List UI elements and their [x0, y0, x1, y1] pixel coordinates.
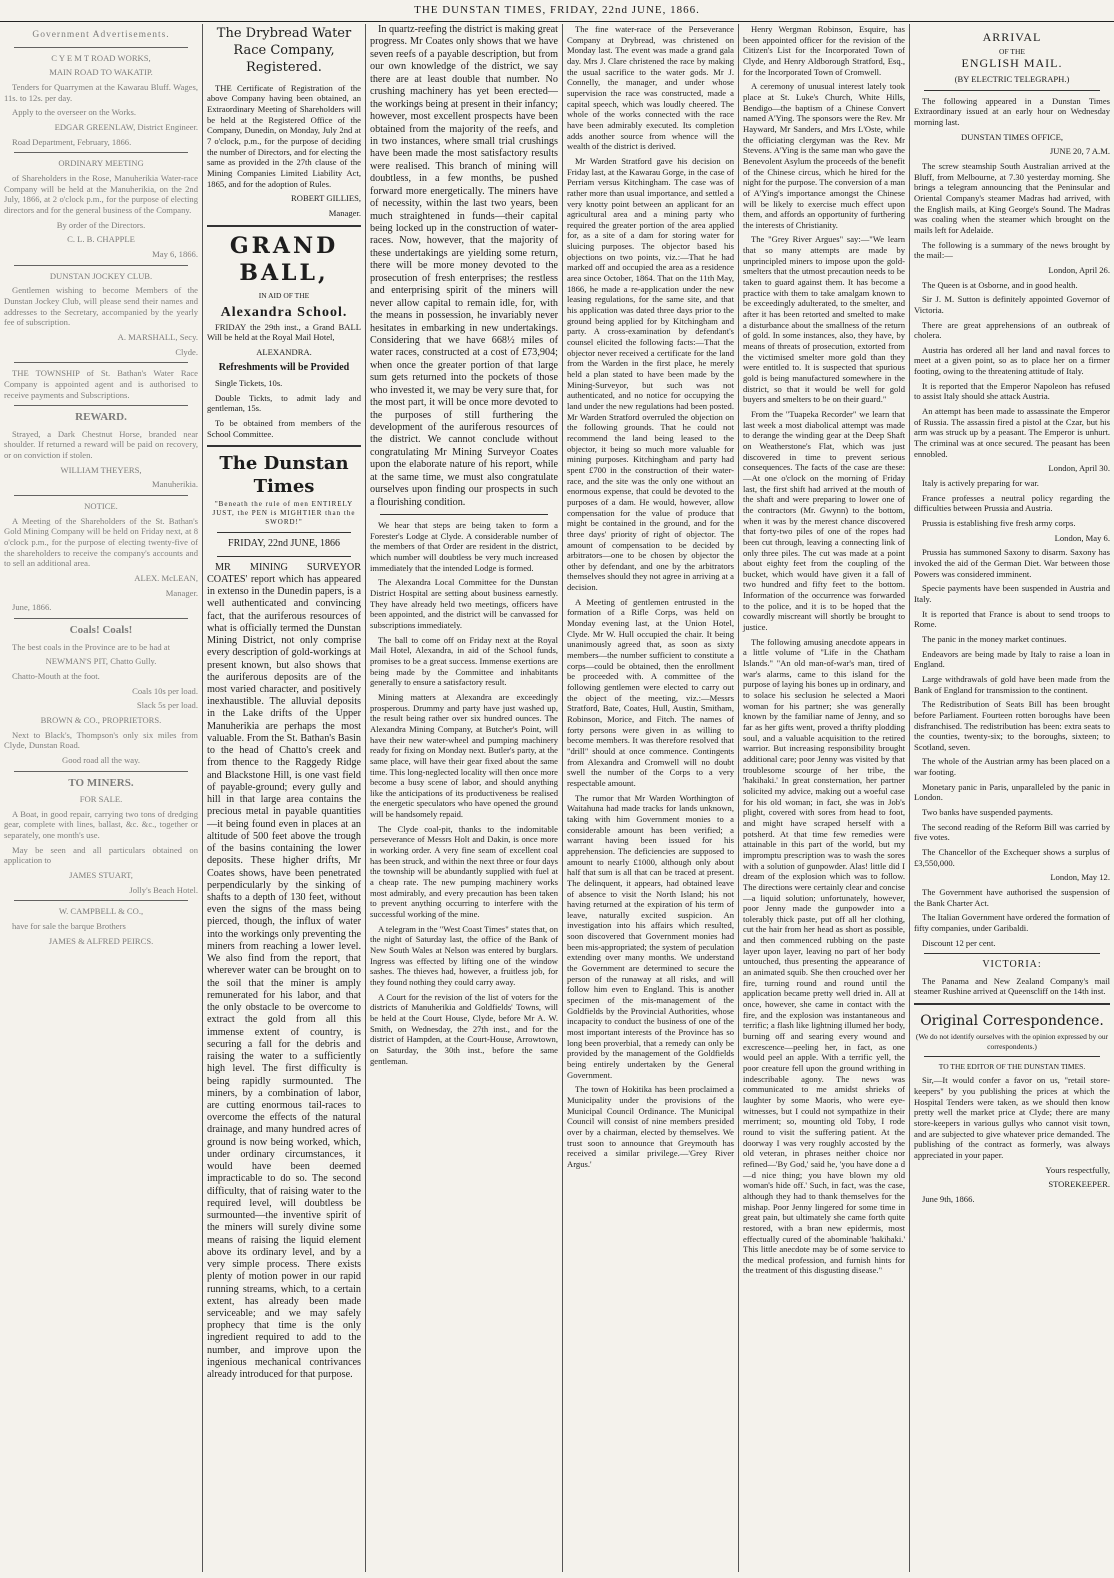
news-item: Endeavors are being made by Italy to raise a loan in England. [914, 648, 1110, 670]
quartz-reefing-article: In quartz-reefing the district is making great progress. Mr Coates only shows that we have seven reefs of a payable description, but from our own knowledge of the district, we say there are at least double that number. No crushing machinery has yet been erected—the workings being at present in their infancy; however, most excellent prospects have been obtained from the majority of the reefs, and in two instances, where small trial crushings have been made the most satisfactory results were realised. This branch of mining will doubtless, in a few months, be pushed forward more energetically. The miners have of necessity, within the last two years, been much straightened in funds—their capital being locked up in the construction of water-races. Now, however, that the majority of these undertakings are yielding some return, there will be more money devoted to the prosecution of fresh enterprises; the restless and enterprising spirit of the miners will never allow capital to remain idle, for, with the means in possession, he invariably never hesitates in embarking in new undertakings. Considering that we have 668½ miles of water races, constructed at a cost of £73,904; when once the greater portion of that large sum gets returned into the pockets of those who invested it, we may be very sure that, for the most part, it will be once more devoted to the purposes of still furthering the development of the auriferous resources of the district. We cannot conclude without congratulating Mr Mining Surveyor Coates upon the elaborate nature of his report, while at the same time, we must also congratulate ourselves upon finding our prospects in such a flourishing condition. [370, 24, 558, 508]
column-two [203, 24, 365, 1572]
news-item: Prussia is establishing five fresh army corps. [922, 518, 1076, 529]
paper-title: The Dunstan Times [219, 453, 349, 497]
mclean-name: ALEX. McLEAN, [134, 573, 198, 584]
dateline: FRIDAY, 22nd JUNE, 1866 [228, 538, 340, 550]
road-works-heading: C Y E M T ROAD WORKS, [51, 52, 151, 63]
gov-ads-heading: Government Advertisements. [32, 30, 170, 40]
arrival-heading: ARRIVAL [982, 30, 1042, 44]
in-aid-text: IN AID OF THE [258, 291, 310, 301]
chapple-name: C. L. B. CHAPPLE [67, 234, 135, 245]
road-dept: Road Department, February, 1866. [12, 136, 132, 147]
theyers-name: WILLIAM THEYERS, [60, 464, 142, 475]
refreshments-text: Refreshments will be Provided [218, 361, 350, 373]
meeting-body: of Shareholders in the Rose, Manuherikia Water-race Company will be held at the Manuherikia, on the 2nd July, 1866, at 2 o'clock p.m., for the purpose of electing directors and for the general business of the Company. [4, 173, 198, 215]
paper-motto: "Beneath the rule of men ENTIRELY JUST, the PEN is MIGHTIER than the SWORD!" [212, 500, 356, 527]
chatham-anecdote-item: The following amusing anecdote appears in a little volume of "Life in the Chatham Islands." "An old man-of-war's man, tired of war's alarms, came to this island for the purpose of laying his bones up in ordinary, and to solace his seclusion he selected a Maori woman for his partner; she was generally known by the familiar name of Jenny, and so far as her gifts went, proved a thrifty plodding soul, and a valuable acquisition to the retired warrior. But increasing responsibility brought additional care; poor Jenny was visited by that troublesome scourge of her tribe, the 'hakihaki.' In great consternation, her partner solicited my advice, making out a woeful case for his old woman; in fact, she was in Job's plight, covered with sores from head to foot, and might have scraped herself with a potsherd. At that time few remedies were attainable in this part of the world, but my impromptu prescription was to wash the sores with a solution of gunpowder. Alas! little did I dream of the explosion which was to follow. The directions were certainly clear and concise—a liquid solution; unfortunately, however, poor Jenny made the gunpowder into a tolerably thick paste, put off all her clothing, cut the hair from her head as short as possible, and then commenced rubbing on the paste layer upon layer, leaving no part of her body untouched, thus presenting the appearance of an animated squib. She then crouched over her fire, turning round and round until the application became pretty well dried in. All at once, however, she came in contact with the fire, and the explosion was instantaneous and terrific; a flash like lightning illumed her body, burning off and searing every wound and excrescence—peeling her, in fact, as one would peel an apple. With a terrific yell, the poor creature fell upon the ground writhing in indescribable agony. The news was communicated to me amidst shrieks of laughter by some Maoris, who were eye-witnesses, but I could not sympathize in their merriment; so, mounting old Toby, I rode round to visit the suffering patient. At the doorway I was very roughly accosted by the old veteran, in phrases neither choice nor refined—'By God,' said he, 'you have done a d—d nice thing; you have blown my old woman's hide off.' Such, in fact, was the case, although they had to thank themselves for the mishap. Poor Jenny lingered for some time in great pain, but ultimately she came forth quite restored, with a bran new epidermis, most effectually cured of the abominable 'hakihaki.' This little anecdote may be of some service to the medical profession, and furnish hints for the treatment of this disgusting disease." [743, 636, 905, 1276]
coals-body: The best coals in the Province are to be had at [12, 641, 170, 652]
grand-ball-title: GRAND BALL, [229, 232, 339, 286]
letter-body: Sir,—It would confer a favor on us, "retail store-keepers" by you publishing the prices at which the Hospital Tenders were taken, as we should then know pretty well the market price at Clyde; there are many store-keepers in various gullys who cannot visit town, and are subjected to give whatever price demanded. The publishing of the contract as formerly, was always appreciated in your paper. [914, 1075, 1110, 1160]
notice-date: June, 1866. [12, 602, 52, 613]
peircs-name: JAMES & ALFRED PEIRCS. [48, 935, 154, 946]
perseverance-race-item: The fine water-race of the Perseverance Company at Drybread, was christened on Monday last. The event was made a grand gala day. Mrs J. Clare christened the race by making the usual sacrifice to the water gods. Mr J. Connelly, the manager, and under whose supervision the race was constructed, made a capital speech, which was loudly cheered. The whole of the works connected with the race have been admirably executed. Its completion adds another source from whence will the wealth of the district is derived. [567, 24, 734, 152]
office-line: DUNSTAN TIMES OFFICE, [960, 131, 1064, 142]
water-race-title: The Drybread Water Race Company, Registered. [216, 26, 352, 75]
mclean-role: Manager. [165, 587, 198, 598]
column-five [739, 24, 909, 1572]
double-ticket: Double Tickts, to admit lady and gentleman, 15s. [207, 392, 361, 414]
telegraph-subheading: (BY ELECTRIC TELEGRAPH.) [954, 74, 1070, 85]
news-item: Italy is actively preparing for war. [922, 478, 1039, 489]
news-item: The Italian Government have ordered the formation of fifty companies, under Garibaldi. [914, 912, 1110, 934]
robinson-appointment-item: Henry Wergman Robinson, Esquire, has been appointed officer for the revision of the Citizen's List for the Incorporated Town of Clyde, and Henry Aldborough Stratford, Esq., for the Incorporated Town of Cromwell. [743, 24, 905, 77]
mail-p2: The following is a summary of the news brought by the mail:— [914, 239, 1110, 261]
jockey-heading: DUNSTAN JOCKEY CLUB. [49, 270, 153, 281]
coals-heading: Coals! Coals! [69, 623, 133, 636]
pit-location: Chatto-Mouth at the foot. [12, 670, 100, 681]
wakatip-body: Tenders for Quarrymen at the Kawarau Bluff. Wages, 11s. to 12s. per day. [4, 82, 198, 103]
news-item: The Chancellor of the Exchequer shows a surplus of £3,550,000. [914, 847, 1110, 868]
column-four [563, 24, 738, 1572]
stuart-name: JAMES STUART, [69, 870, 133, 881]
dateline-may-12: London, May 12. [1050, 872, 1110, 883]
meeting-heading: ORDINARY MEETING [58, 158, 144, 169]
news-item: It is reported that France is about to send troops to Rome. [914, 608, 1110, 630]
single-ticket: Single Tickets, 10s. [215, 378, 283, 389]
pit-proprietors: BROWN & CO., PROPRIETORS. [40, 714, 162, 725]
news-item: Large withdrawals of gold have been made from the Bank of England for transmission to the continent. [914, 673, 1110, 695]
wakatip-heading: MAIN ROAD TO WAKATIP. [49, 67, 153, 78]
news-item: Austria has ordered all her land and naval forces to meet at a given point, so as to place her on a firmer footing, owing to the threatening attitude of Italy. [914, 344, 1110, 377]
gillies-name: ROBERT GILLIES, [291, 193, 361, 204]
news-item: The whole of the Austrian army has been placed on a war footing. [914, 756, 1110, 778]
letter-signature: STOREKEEPER. [1048, 1179, 1110, 1190]
pit-road: Good road all the way. [62, 754, 140, 765]
column-advertisements [0, 24, 202, 1572]
notice-heading: NOTICE. [84, 501, 118, 512]
stuart-hotel: Jolly's Beach Hotel. [129, 884, 198, 895]
sale-seen: May be seen and all particulars obtained on application to [4, 844, 198, 866]
mail-intro: The following appeared in a Dunstan Times Extraordinary issued at an early hour on Wednesday morning last. [914, 95, 1110, 128]
tuapeka-item: From the "Tuapeka Recorder" we learn that last week a most diabolical attempt was made to derange the winding gear at the Deep Shaft on Weatherstone's Flat, which was just discovered in time to prevent serious consequences. The facts of the case are these:—At one o'clock on the morning of Friday last, the first shift had arrived at the mouth of the shaft and were preparing to lower one of the contractors (Mr. Gwynn) to the bottom, when it was by the merest chance discovered that forty-two piles of one of the ropes had been cut through, leaving a connecting link of only three piles. The cut was made at a point about eighty feet from the coupling of the bucket, which would have given it a fall of two hundred and fifty feet to the bottom. Information of the occurrence was forwarded to the police, and it is to be hoped that the cowardly miscreant will shortly be brought to justice. [743, 408, 905, 633]
voters-court-item: A Court for the revision of the list of voters for the districts of Manuherikia and Goldfields' Towns, will be held at the Court House, Clyde, before Mr A. W. Smith, on Wednesday, the 27th inst., and for the district of Hampden, at the Court-House, Arrowtown, on Saturday, the 30th inst., before the same gentleman. [370, 991, 558, 1066]
forester-lodge-item: We hear that steps are being taken to form a Forester's Lodge at Clyde. A considerable number of the members of that Order are resident in the district, which number will doubtless be very much increased immediately that the intended Lodge is formed. [370, 520, 558, 573]
news-item: The second reading of the Reform Bill was carried by five votes. [914, 821, 1110, 843]
hospital-committee-item: The Alexandra Local Committee for the Dunstan District Hospital are setting about business earnestly. They have already held two meetings, officers have been appointed, and the district will be canvassed for subscriptions immediately. [370, 577, 558, 630]
news-item: There are great apprehensions of an outbreak of cholera. [914, 319, 1110, 341]
news-item: France professes a neutral policy regarding the difficulties between Prussia and Austria. [914, 492, 1110, 514]
english-mail-heading: ENGLISH MAIL. [961, 56, 1063, 71]
coal-price: Coals 10s per load. [132, 685, 198, 696]
miners-heading: TO MINERS. [68, 776, 134, 789]
warden-decision-item: Mr Warden Stratford gave his decision on Friday last, at the Kawarau Gorge, in the case of Perriam versus Kitchingham. The case was of rather more than usual importance, and settled a very knotty point between an applicant for an agricultural area and a mining party who required the greater portion of the area applied for, as a site of a dam for storing water for sluicing purposes. The objector based his objections on two points, viz.:—That he had marked off and occupied the area as a residence area since October, 1864. That on the 11th May, 1866, he made a re-application under the new leasing regulations, for the same site, and that his application was dated three days prior to the ground being applied for by Kitchingham and party. A cross-examination by defendant's counsel elicited the following facts:—That the objector never received a certificate for the land from the Warden in the first place, he merely held a plan stated to have been made by the Mining-Surveyor, but such was not authenticated, and no notice for occupying the land under the new regulations had been posted. Mr Warden Stratford overruled the objection on the following grounds. That he could not recommend the land being leased to the objector, it being so much more valuable for mining purposes. Kitchingham and party had spent £700 in the construction of their water-race, and the site was the only one without an enormous expense, that could be devoted to the purposes of a dam. He would, however, allow compensation for the value of produce that might be contained in the ground, and for the three days' priority of right of objector. The amount of compensation to be decided by arbitrators—one to be chosen by objector the other by defendant, and one by the arbitrators themselves should they not agree in arriving at a decision. [567, 155, 734, 593]
theyers-place: Manuherikia. [151, 479, 198, 490]
coal-pit-item: The Clyde coal-pit, thanks to the indomitable perseverance of Messrs Holt and Dakin, is once more in working order. A very fine seam of excellent coal has been struck, and within the next three or four days the township will be abundantly supplied with fuel at a cheap rate. The new pumping machinery works most admirably, and every precaution has been taken to prevent anything occurring to interfere with the successful working of the mine. [370, 823, 558, 920]
mail-p1: The screw steamship South Australian arrived at the Bluff, from Melbourne, at 7.30 yesterday morning. She brings a telegram announcing that the Peninsular and Oriental Company's steamer Madras had arrived, with the English mails, at King George's Sound. The Madras was coaling when the steamer which brought on the mails left for Adelaide. [914, 160, 1110, 235]
dateline-may-6: London, May 6. [1054, 532, 1110, 543]
news-item: Prussia has summoned Saxony to disarm. Saxony has invoked the aid of the German Diet. War between those Powers was considered imminent. [914, 547, 1110, 579]
sale-body: A Boat, in good repair, carrying two tons of dredging gear, complete with lines, ballast, &c. &c., together or separately, one month's use. [4, 808, 198, 841]
hokitika-item: The town of Hokitika has been proclaimed a Municipality under the provisions of the Municipal Council Ordinance. The Municipal Council will consist of nine members presided over by a chairman, elected by themselves. We trust soon to announce that Greymouth has received a similar privilege.—'Grey River Argus.' [567, 1084, 734, 1169]
rifle-corps-item: A Meeting of gentlemen entrusted in the formation of a Rifle Corps, was held on Monday evening last, at the Union Hotel, Clyde. Mr W. Hull occupied the chair. It being unanimously agreed that, as soon as sixty members—the number sufficient to constitute a corps—could be obtained, then the enrollment be proceeded with. A committee of the following gentlemen were elected to carry out the object of the meeting, viz.:—Messrs Stratford, Bate, Coates, Hull, Austin, Smitham, Robinson, Morice, and Fitch. The names of forty persons were given in as willing to become members. It was therefore resolved that "drill" should at once commence. Contingents from Alexandra and Cromwell will no doubt swell the number of the Corps to a very respectable amount. [567, 596, 734, 788]
water-race-body: THE Certificate of Registration of the above Company having been obtained, an Extraordinary Meeting of Shareholders will be held at the Registered Office of the Company, Dunedin, on Monday, July 2nd at 7 o'clock, p.m., for the purpose of deciding the number of Directors, and for electing the same as provided in the 27th clause of the Mining Companies Limited Liability Act, 1865, and for the adoption of Rules. [207, 82, 361, 189]
news-item: Discount 12 per cent. [922, 937, 996, 948]
column-six [910, 24, 1114, 1572]
letter-closing: Yours respectfully, [1045, 1164, 1110, 1175]
engineer-name: EDGAR GREENLAW, District Engineer. [54, 122, 198, 133]
pit-name: NEWMAN'S PIT, Chatto Gully. [45, 656, 157, 667]
news-item: It is reported that the Emperor Napoleon has refused to assist Italy should she attack Austria. [914, 380, 1110, 402]
news-item: The Panama and New Zealand Company's mail steamer Rushine arrived at Queenscliff on the 14th inst. [914, 975, 1110, 997]
dateline-april-26: London, April 26. [1048, 264, 1110, 275]
news-item: Specie payments have been suspended in Austria and Italy. [914, 583, 1110, 604]
office-date: JUNE 20, 7 A.M. [1049, 146, 1110, 157]
letter-date: June 9th, 1866. [922, 1193, 975, 1204]
nelson-burglary-item: A telegram in the "West Coast Times" states that, on the night of Saturday last, the office of the Bank of New South Wales at Nelson was entered by burglars. Ingress was effected by lifting one of the window sashes. The thieves had, however, a fruitless job, for they found nothing they could carry away. [370, 923, 558, 987]
ball-item: The ball to come off on Friday next at the Royal Mail Hotel, Alexandra, in aid of the School funds, promises to be a great success. Immense exertions are being made by the Committee and inhabitants generally to ensure a satisfactory result. [370, 634, 558, 688]
tickets-obtained: To be obtained from members of the School Committee. [207, 418, 361, 439]
campbell-name: W. CAMPBELL & CO., [58, 906, 144, 917]
ball-body: FRIDAY the 29th inst., a Grand BALL Will be held at the Royal Mail Hotel, [207, 321, 361, 343]
marshall-place: Clyde. [175, 346, 198, 357]
slack-price: Slack 5s per load. [136, 700, 198, 711]
victoria-heading: VICTORIA: [982, 959, 1042, 971]
news-item: An attempt has been made to assassinate the Emperor of Russia. The assassin fired a pistol at the Czar, but his arm was struck up by a peasant. The Emperor is unhurt. The criminal was at once secured. The peasant has been ennobled. [914, 406, 1110, 459]
news-item: The Government have authorised the suspension of the Bank Charter Act. [914, 887, 1110, 908]
grey-river-item: The "Grey River Argues" say:—"We learn that so many attempts are made by unprincipled miners to impose upon the gold-smelters that the utmost precaution needs to be taken to guard against them. It has become a practice with them to take amalgam known to be exceedingly adulterated, to the smelter, and after it has been retorted and smelted to make a disturbance about the smallness of the return of gold. In some instances, also, they have, by means of threats of prosecution, extorted from the victimised smelter more gold than they were entitled to. It is suspected that spurious gold is being manufactured somewhere in the district, so that it would be well for gold buyers and smelters to be on their guard." [743, 234, 905, 405]
chapple-date: May 6, 1866. [152, 248, 198, 259]
marshall-name: A. MARSHALL, Secy. [117, 331, 198, 342]
jockey-body: Gentlemen wishing to become Members of the Dunstan Jockey Club, will please send their names and addresses to the Secretary, accompanied by the yearly fee of subscription. [4, 285, 198, 328]
bathans-notice: THE TOWNSHIP of St. Bathan's Water Race Company is appointed agent and is authorised to receive payments and Subscriptions. [4, 368, 198, 400]
apply-text: Apply to the overseer on the Works. [12, 107, 136, 118]
dateline-april-30: London, April 30. [1048, 463, 1110, 474]
correspondence-heading: Original Correspondence. [920, 1013, 1104, 1030]
correspondence-disclaimer: (We do not identify ourselves with the opinion expressed by our correspondents.) [915, 1032, 1109, 1051]
reward-heading: REWARD. [75, 411, 127, 424]
column-three [366, 24, 562, 1572]
news-item: The Redistribution of Seats Bill has been brought before Parliament. Fourteen rotten boroughs have been disfranchised. The redistribution has been: extra seats to the counties, twenty-six; to the boroughs, sixteen; to Scotland, seven. [914, 699, 1110, 752]
gillies-role: Manager. [328, 207, 361, 218]
warden-worthington-item: The rumor that Mr Warden Worthington of Waitahuna had made tracks for lands unknown, taking with him Government monies to a considerable amount has been verified; a warrant having been issued for his apprehension. The deficiencies are supposed to amount to nearly £1000, although only about half that sum is all that can be traced at present. The delinquent, it appears, had obtained leave of absence to visit the North Island; his not having returned at the expiration of his term of leave, naturally excited suspicion. An investigation into his affairs which resulted, soon discovered that Government monies had been mis-appropriated; the system of peculation extending over many months. We understand the Government are determined to secure the person of the runaway at all risks, and will follow him even to England. This is another specimen of the mis-management of the Goldfields by the Provincial Authorities, whose incapacity to conduct the business of one of the most important interests of the Province has so long been proverbial, that a remedy can only be provided by the management of the Goldfields being entirely undertaken by the General Government. [567, 792, 734, 1080]
barque-text: have for sale the barque Brothers [12, 921, 126, 932]
news-item: The panic in the money market continues. [922, 633, 1067, 644]
ball-location: ALEXANDRA. [256, 347, 312, 358]
masthead: THE DUNSTAN TIMES, FRIDAY, 22nd JUNE, 1866. [0, 4, 1114, 22]
reward-body: Strayed, a Dark Chestnut Horse, branded near shoulder. If returned a reward will be paid on recovery, or on conviction if stolen. [4, 428, 198, 461]
sale-heading: FOR SALE. [79, 794, 123, 805]
news-item: Two banks have suspended payments. [922, 807, 1053, 818]
directors-text: By order of the Directors. [56, 219, 146, 230]
of-the-text: OF THE [999, 46, 1025, 56]
pit-directions: Next to Black's, Thompson's only six miles from Clyde, Dunstan Road. [4, 729, 198, 751]
news-item: Monetary panic in Paris, unparalleled by the panic in London. [914, 781, 1110, 803]
chinese-convert-item: A ceremony of unusual interest lately took place at St. Luke's Church, White Hills, Bendigo—the baptism of a Chinese Convert named A'Ying. The sponsors were the Rev. Mr Hayward, Mr Sanders, and Mrs L'Oste, while the officiating clergyman was the Rev. Mr Stevens. A'Ying is the same man who gave the Benevolent Asylum the proceeds of the benefit of the Chinese circus, which he hired for the night for the purpose. The conversion of a man of A'Ying's importance amongst the Chinese will be likely to exercise much effect upon them, and affords an opportunity of furthering the interests of Christianity. [743, 81, 905, 230]
alexandra-mining-item: Mining matters at Alexandra are exceedingly prosperous. Drummy and party have just washed up, the result being rather over six hundred ounces. The Alexandra Mining Company, at Butcher's Point, will have their new water-wheel and pumping machinery ready for fixing on Monday next. Butler's party, at the same place, will have their gear fixed about the same time. This long-neglected locality will then once more become a busy scene of labor, and should anything like the anticipations of its productiveness be realised the energetic speculators who have opened the ground will be handsomely repaid. [370, 691, 558, 820]
news-item: Sir J. M. Sutton is definitely appointed Governor of Victoria. [914, 294, 1110, 315]
notice-body: A Meeting of the Shareholders of the St. Bathan's Gold Mining Company will be held on Friday next, at 8 o'clock p.m., for the purpose of electing twenty-five of the shareholders to receive the company's accounts and to sell an additional area. [4, 515, 198, 569]
letter-address: TO THE EDITOR OF THE DUNSTAN TIMES. [938, 1061, 1086, 1071]
news-item: The Queen is at Osborne, and in good health. [922, 279, 1078, 290]
school-name: Alexandra School. [220, 305, 348, 321]
leading-article: MR MINING SURVEYOR COATES' report which has appeared in extenso in the Dunedin papers, is a well authenticated and convincing fact, that the auriferous resources of what is officially termed the Dunstan Mining District, not only comprise every description of gold-workings at present known, but also shows that the auriferous deposits are of the most varied character, and positively inexhaustible. The alluvial deposits in the Lake drifts of the Upper Manuherikia are perhaps the most valuable. From the St. Bathan's Basin to the head of Chatto's creek and from thence to the Raggedy Ridge and Blackstone Hill, is one vast field of payable-ground; every gully and hill in that large area contains the precious metal in payable quantities—it being found even in places at an altitude of 500 feet above the trough of the basins containing the lower deposits. These higher drifts, Mr Coates shows, have been penetrated perpendicularly by the sinking of shafts to a depth of 130 feet, without even the signs of the mass being pierced, though, the influx of water into the workings only preventing the miners from reaching a lower level. We also find from the report, that wherever water can be brought on to the soil that the miner is amply remunerated for his labor, and that the only obstacle to be overcome to extract the gold from all this immense extent of country, is securing a fall for the debris and raising the water to a sufficiently high level. The first difficulty is being rapidly surmounted. The miners, by a combination of labor, are cutting enormous tail-races to overcome the effects of the natural drainage, and many hundred acres of ground is now being worked, which, under ordinary circumstances, it would have been deemed impracticable to do so. The second difficulty, that of raising water to the required level, will doubtless be surmounted—the inventive spirit of the miners will surely divine some means of raising the liquid element above its ordinary level, and by a very simple process. There exists plenty of motion power in our rapid running streams, which, to a certain extent, has already been made serviceable; and we may safely prophecy that time is the only ingredient required to add to the number, and improve upon the ingenious mechanical contrivances already introduced for that purpose. [207, 561, 361, 1381]
